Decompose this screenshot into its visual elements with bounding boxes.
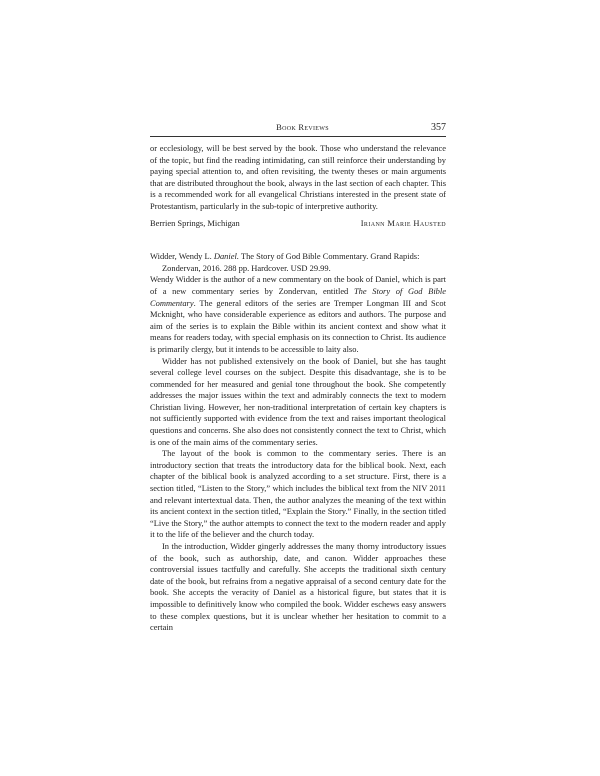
review-paragraph-4: In the introduction, Widder gingerly addresses the many thorny introductory issues of the book, such as authorship, date, and canon. Widder approaches these controversial issues tactfully and carefully. She accepts the traditional sixth century date of the book, but refrains from a negative appraisal of a second century date for the book. She accepts the veracity of Daniel as a historical figure, but states that it is impossible to definitively know who compiled the book. Widder eschews easy answers to these complex questions, but it is unclear whether her hesitation to commit to a certain bbox=[150, 541, 446, 633]
reviewer-name: Iriann Marie Hausted bbox=[360, 217, 446, 228]
book-citation bbox=[150, 251, 446, 274]
review-paragraph-3: The layout of the book is common to the commentary series. There is an introductory section that treats the introductory data for the biblical book. Next, each chapter of the biblical book is analyzed according to a set structure. First, there is a section titled, “Listen to the Story,” which includes the biblical text from the NIV 2011 and relevant intertextual data. Then, the author analyzes the meaning of the text within its ancient context in the section titled, “Explain the Story.” Finally, in the section titled “Live the Story,” the author attempts to connect the text to the modern reader and apply it to the life of the believer and the church today. bbox=[150, 448, 446, 540]
previous-review-closing-paragraph: or ecclesiology, will be best served by the book. Those who understand the relevance of the topic, but find the reading intimidating, can still reinforce their understanding by paying special attention to, and often revisiting, the twenty theses or main arguments that are distributed throughout the book, always in the last section of each chapter. This is a recommended work for all evangelical Christians interested in the present state of Protestantism, particularly in the sub-topic of interpretive authority. bbox=[150, 143, 446, 211]
citation-details: The Story of God Bible Commentary. Grand Rapids: Zondervan, 2016. 288 pp. Hardcover. USD 29.99. bbox=[162, 251, 420, 273]
running-head bbox=[150, 122, 446, 137]
review-paragraph-1 bbox=[150, 274, 446, 355]
book-review-page bbox=[150, 122, 446, 634]
citation-title: Daniel. bbox=[213, 251, 239, 262]
running-title: Book Reviews bbox=[276, 122, 329, 132]
review-paragraph-1-text-b: . The general editors of the series are Tremper Longman III and Scot Mcknight, who have considerable experience as editors and authors. The purpose and aim of the series is to explain the Bible within its ancient context and show what it means for readers today, with special emphasis on its connection to Christ. Its audience is primarily clergy, but it intends to be accessible to laity also. bbox=[150, 297, 446, 354]
reviewer-location: Berrien Springs, Michigan bbox=[150, 217, 240, 228]
review-paragraph-1-text-a: Wendy Widder is the author of a new commentary on the book of Daniel, which is part of a new commentary series by Zondervan, entitled bbox=[150, 274, 446, 296]
reviewer-signoff bbox=[150, 218, 446, 230]
citation-author: Widder, Wendy L. bbox=[150, 251, 212, 262]
series-title: The Story of God Bible Commentary bbox=[150, 285, 446, 308]
review-paragraph-2: Widder has not published extensively on the book of Daniel, but she has taught several college level courses on the subject. Despite this disadvantage, she is to be commended for her measured and genial tone throughout the book. She competently addresses the major issues within the text and admirably connects the text to modern Christian living. However, her non-traditional interpretation of certain key chapters is not sufficiently supported with evidence from the text and raises important theological questions and concerns. She also does not consistently connect the text to Christ, which is one of the main aims of the commentary series. bbox=[150, 355, 446, 447]
page-number: 357 bbox=[431, 122, 446, 133]
